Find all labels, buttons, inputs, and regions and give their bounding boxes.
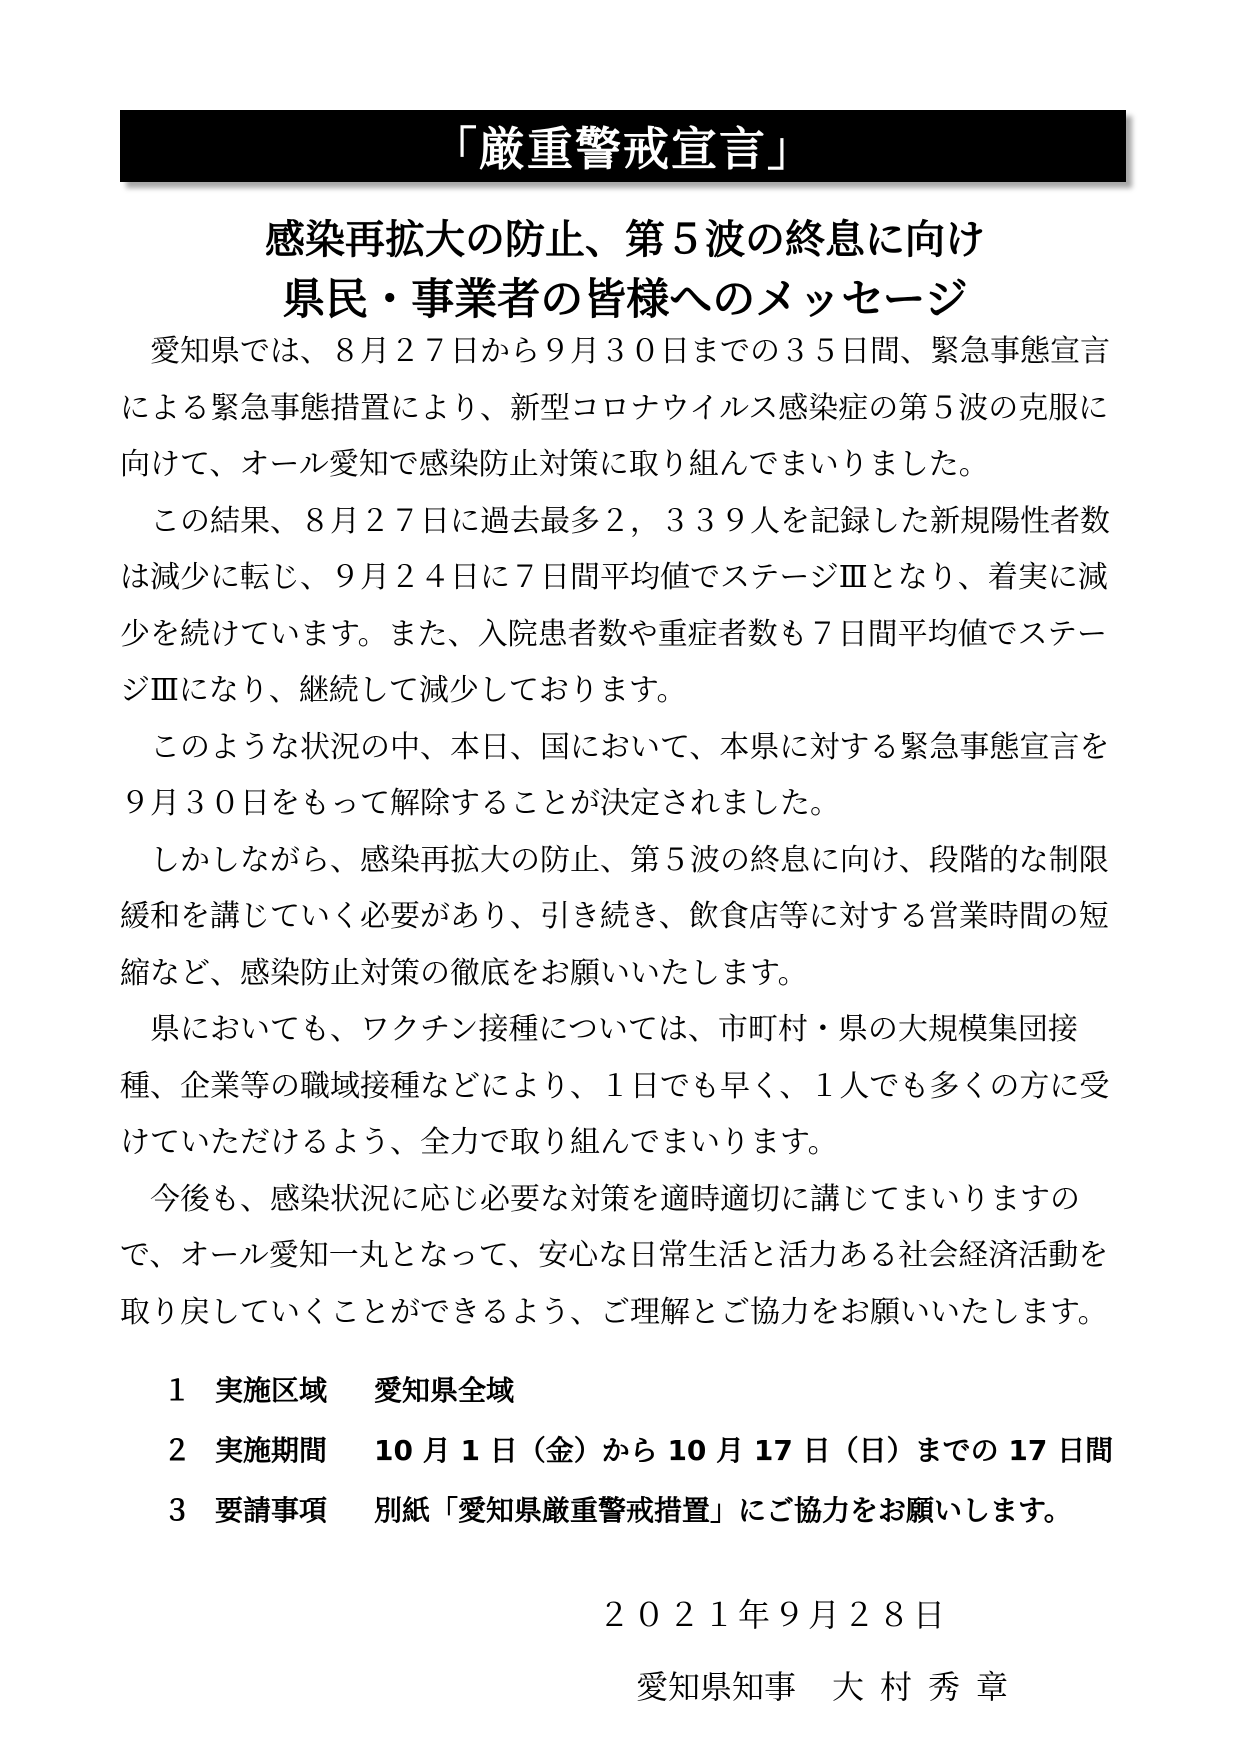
measures-list <box>163 1369 1113 1549</box>
signer-title: 愛知県知事 <box>636 1668 797 1706</box>
item-value: 10 月 1 日（金）から 10 月 17 日（日）までの 17 日間 <box>374 1434 1114 1467</box>
message-body <box>120 324 1128 1341</box>
item-number: ２ <box>163 1434 192 1467</box>
list-item <box>163 1489 1113 1549</box>
title-banner <box>120 110 1126 182</box>
signer-name: 大村秀章 <box>832 1668 1025 1706</box>
item-label: 実施期間 <box>215 1434 328 1467</box>
banner-title: 「厳重警戒宣言」 <box>431 122 815 176</box>
item-value: 愛知県全域 <box>374 1374 515 1407</box>
item-number: １ <box>163 1374 192 1407</box>
headline-line-2: 県民・事業者の皆様へのメッセージ <box>282 275 968 325</box>
item-label: 要請事項 <box>215 1494 328 1527</box>
paragraph: しかしながら、感染再拡大の防止、第５波の終息に向け、段階的な制限緩和を講じていく必要があり、引き続き、飲食店等に対する営業時間の短縮など、感染防止対策の徹底をお願いいたします。 <box>120 842 1109 991</box>
issue-date: ２０２１年９月２８日 <box>598 1596 949 1634</box>
headline-line-1: 感染再拡大の防止、第５波の終息に向け <box>265 217 985 263</box>
paragraph: 愛知県では、８月２７日から９月３０日までの３５日間、緊急事態宣言による緊急事態措置により、新型コロナウイルス感染症の第５波の克服に向けて、オール愛知で感染防止対策に取り組んでまいりました。 <box>120 334 1110 482</box>
list-item <box>163 1429 1113 1489</box>
item-number: ３ <box>163 1494 192 1527</box>
paragraph: 県においても、ワクチン接種については、市町村・県の大規模集団接種、企業等の職域接種などにより、１日でも早く、１人でも多くの方に受けていただけるよう、全力で取り組んでまいります。 <box>120 1012 1110 1160</box>
paragraph: この結果、８月２７日に過去最多２，３３９人を記録した新規陽性者数は減少に転じ、９月２４日に７日間平均値でステージⅢとなり、着実に減少を続けています。また、入院患者数や重症者数も７日間平均値でステージⅢになり、継続して減少しております。 <box>120 503 1110 708</box>
signature-block <box>636 1662 1024 1708</box>
item-label: 実施区域 <box>215 1374 328 1407</box>
list-item <box>163 1369 1113 1429</box>
paragraph: このような状況の中、本日、国において、本県に対する緊急事態宣言を９月３０日をもって解除することが決定されました。 <box>120 729 1110 821</box>
item-value: 別紙「愛知県厳重警戒措置」にご協力をお願いします。 <box>374 1494 1072 1527</box>
paragraph: 今後も、感染状況に応じ必要な対策を適時適切に講じてまいりますので、オール愛知一丸となって、安心な日常生活と活力ある社会経済活動を取り戻していくことができるよう、ご理解とご協力をお願いいたします。 <box>120 1181 1109 1330</box>
